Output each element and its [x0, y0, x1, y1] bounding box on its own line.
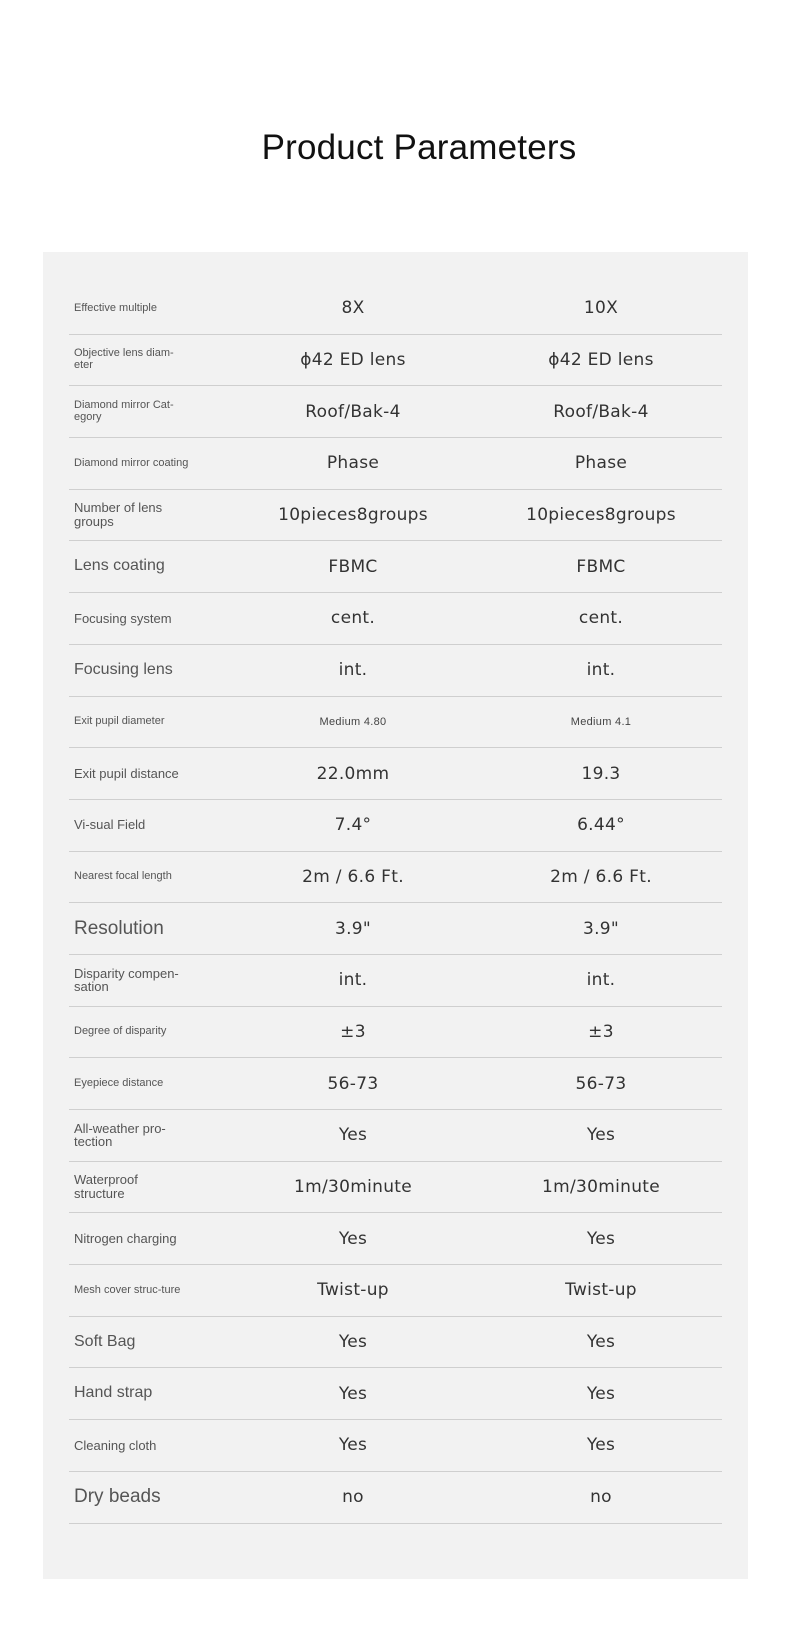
row-label: Focusing lens [74, 660, 173, 678]
table-row [69, 697, 722, 749]
table-row [69, 1368, 722, 1420]
value-10x: ±3 [588, 1021, 614, 1042]
value-10x: Phase [574, 453, 628, 474]
value-8x: 8X [341, 298, 365, 319]
value-8x: Medium 4.80 [319, 715, 387, 728]
table-row [69, 800, 722, 852]
row-label: Resolution [74, 917, 164, 939]
value-10x: 1m/30minute [542, 1177, 660, 1198]
value-10x: Twist-up [565, 1280, 637, 1301]
table-row [69, 1058, 722, 1110]
value-10x: 56-73 [575, 1073, 627, 1094]
value-8x: Yes [338, 1125, 368, 1146]
value-8x: ±3 [340, 1021, 366, 1042]
value-10x: ϕ42 ED lens [548, 350, 654, 371]
value-10x: Yes [586, 1383, 616, 1404]
table-row [69, 335, 722, 387]
row-label: Number of lens groups [74, 500, 163, 530]
value-8x: 56-73 [327, 1073, 379, 1094]
row-label: Soft Bag [74, 1332, 136, 1350]
row-label: Nearest focal length [74, 870, 172, 883]
value-10x: cent. [578, 608, 624, 629]
value-8x: Yes [338, 1228, 368, 1249]
row-label: Diamond mirror coating [74, 456, 189, 469]
row-label: Focusing system [74, 610, 172, 626]
table-row [69, 1317, 722, 1369]
table-row [69, 283, 722, 335]
value-10x: Yes [586, 1435, 616, 1456]
value-8x: FBMC [328, 556, 378, 577]
table-row [69, 903, 722, 955]
table-row [69, 386, 722, 438]
value-10x: no [590, 1487, 612, 1508]
value-10x: int. [586, 660, 616, 681]
value-10x: 6.44° [577, 815, 625, 836]
table-row [69, 1007, 722, 1059]
value-8x: cent. [330, 608, 376, 629]
value-10x: Roof/Bak-4 [553, 401, 649, 422]
row-label: Vi-sual Field [74, 817, 146, 833]
table-row [69, 645, 722, 697]
row-label: Disparity compen-sation [74, 965, 179, 995]
value-10x: Yes [586, 1228, 616, 1249]
table-row [69, 541, 722, 593]
table-row [69, 1213, 722, 1265]
page-title: Product Parameters [261, 128, 577, 167]
value-8x: 22.0mm [316, 763, 390, 784]
value-8x: 10pieces8groups [278, 505, 428, 526]
value-8x: Yes [338, 1435, 368, 1456]
table-row [69, 1472, 722, 1524]
value-8x: Yes [338, 1332, 368, 1353]
row-label: Exit pupil diameter [74, 715, 165, 728]
row-label: Hand strap [74, 1384, 153, 1402]
row-label: Eyepiece distance [74, 1076, 164, 1089]
table-row [69, 1110, 722, 1162]
value-10x: 3.9" [582, 918, 620, 939]
table-row [69, 1265, 722, 1317]
value-10x: FBMC [576, 556, 626, 577]
value-8x: Phase [326, 453, 380, 474]
table-row [69, 490, 722, 542]
row-label: Exit pupil distance [74, 765, 179, 781]
value-8x: no [342, 1487, 364, 1508]
value-8x: ϕ42 ED lens [300, 350, 406, 371]
value-10x: Yes [586, 1332, 616, 1353]
value-8x: 7.4° [334, 815, 372, 836]
value-10x: 10X [583, 298, 619, 319]
table-row [69, 748, 722, 800]
table-row [69, 955, 722, 1007]
row-label: Diamond mirror Cat-egory [74, 399, 174, 423]
value-10x: 2m / 6.6 Ft. [550, 866, 652, 887]
value-10x: 19.3 [581, 763, 621, 784]
row-label: All-weather pro-tection [74, 1120, 166, 1150]
row-label: Objective lens diam-eter [74, 347, 174, 372]
value-10x: int. [586, 970, 616, 991]
value-10x: Medium 4.1 [570, 715, 632, 728]
row-label: Dry beads [74, 1486, 161, 1508]
row-label: Lens coating [74, 557, 165, 575]
value-8x: Yes [338, 1383, 368, 1404]
row-label: Nitrogen charging [74, 1230, 177, 1246]
table-row [69, 593, 722, 645]
parameters-table [69, 283, 722, 1524]
table-row [69, 438, 722, 490]
row-label: Effective multiple [74, 301, 157, 314]
row-label: Waterproof structure [74, 1172, 138, 1202]
row-label: Degree of disparity [74, 1025, 167, 1038]
row-label: Cleaning cloth [74, 1437, 157, 1453]
row-label: Mesh cover struc-ture [74, 1283, 181, 1296]
value-10x: 10pieces8groups [526, 505, 676, 526]
value-8x: Roof/Bak-4 [305, 401, 401, 422]
value-8x: 3.9" [334, 918, 372, 939]
value-8x: Twist-up [317, 1280, 389, 1301]
value-8x: 1m/30minute [294, 1177, 412, 1198]
table-row [69, 1420, 722, 1472]
value-8x: 2m / 6.6 Ft. [302, 866, 404, 887]
table-row [69, 852, 722, 904]
value-8x: int. [338, 660, 368, 681]
parameters-panel [43, 252, 748, 1579]
value-10x: Yes [586, 1125, 616, 1146]
value-8x: int. [338, 970, 368, 991]
table-row [69, 1162, 722, 1214]
